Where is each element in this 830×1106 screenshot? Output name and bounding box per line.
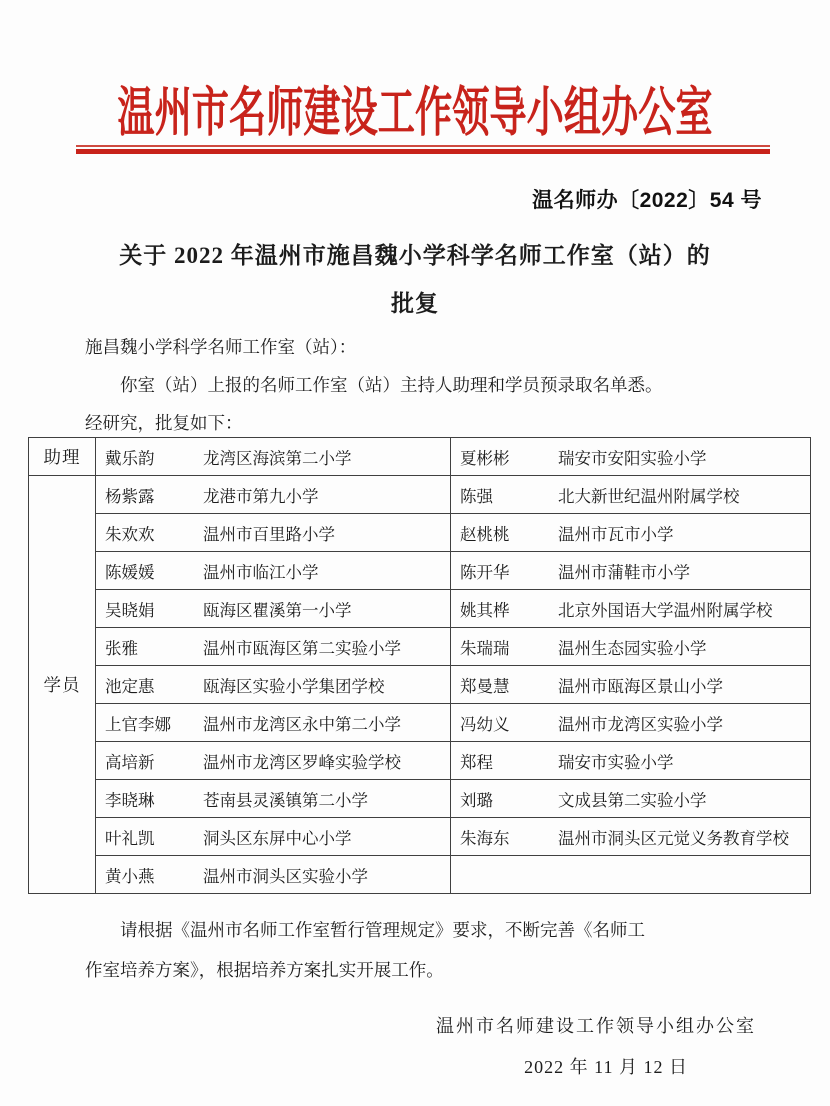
person-school: 文成县第二实验小学 xyxy=(558,790,707,810)
roster-entry-cell xyxy=(451,666,811,704)
person-name: 池定惠 xyxy=(105,676,155,696)
roster-entry-cell xyxy=(451,780,811,818)
table-row xyxy=(29,818,811,856)
person-school: 温州生态园实验小学 xyxy=(558,638,707,658)
person-school: 瓯海区实验小学集团学校 xyxy=(203,676,385,696)
person-name: 姚其桦 xyxy=(460,600,510,620)
row-group-label: 学员 xyxy=(29,476,96,894)
roster-entry-cell xyxy=(451,704,811,742)
letterhead-divider xyxy=(76,145,770,154)
person-name: 黄小燕 xyxy=(105,866,155,886)
signature-date: 2022 年 11 月 12 日 xyxy=(524,1057,688,1077)
document-title-line1: 关于 2022 年温州市施昌魏小学科学名师工作室（站）的 xyxy=(119,243,711,268)
table-row xyxy=(29,628,811,666)
person-school: 洞头区东屏中心小学 xyxy=(203,828,352,848)
closing-paragraph xyxy=(85,910,764,990)
person-school: 瑞安市安阳实验小学 xyxy=(558,448,707,468)
roster-entry-cell xyxy=(451,514,811,552)
roster-entry-cell xyxy=(451,552,811,590)
person-school: 温州市蒲鞋市小学 xyxy=(558,562,690,582)
table-row xyxy=(29,476,811,514)
roster-entry-cell xyxy=(96,514,451,552)
roster-entry-cell xyxy=(451,476,811,514)
person-school: 瓯海区瞿溪第一小学 xyxy=(203,600,352,620)
person-name: 刘璐 xyxy=(460,790,493,810)
person-school: 龙港市第九小学 xyxy=(203,486,319,506)
roster-entry-cell xyxy=(451,818,811,856)
letterhead-office-title: 温州市名师建设工作领导小组办公室 xyxy=(117,82,713,143)
body-line-3: 经研究，批复如下： xyxy=(85,413,243,433)
roster-entry-cell xyxy=(96,742,451,780)
body-text xyxy=(85,328,770,442)
roster-entry-cell xyxy=(96,628,451,666)
roster-entry-cell xyxy=(96,666,451,704)
person-name: 叶礼凯 xyxy=(105,828,155,848)
table-row xyxy=(29,514,811,552)
person-name: 张雅 xyxy=(105,638,138,658)
body-line-2: 你室（站）上报的名师工作室（站）主持人助理和学员预录取名单悉。 xyxy=(120,375,663,395)
document-number: 温名师办〔2022〕54 号 xyxy=(532,189,762,212)
person-name: 冯幼义 xyxy=(460,714,510,734)
person-school: 温州市瓯海区第二实验小学 xyxy=(203,638,401,658)
divider-thick-line xyxy=(76,149,770,154)
person-school: 北大新世纪温州附属学校 xyxy=(558,486,740,506)
document-title xyxy=(0,232,830,328)
person-name: 上官李娜 xyxy=(105,714,171,734)
table-row xyxy=(29,590,811,628)
roster-entry-cell xyxy=(96,552,451,590)
person-school: 苍南县灵溪镇第二小学 xyxy=(203,790,368,810)
person-name: 赵桃桃 xyxy=(460,524,510,544)
roster-entry-cell xyxy=(96,704,451,742)
person-school: 北京外国语大学温州附属学校 xyxy=(558,600,773,620)
person-school: 温州市百里路小学 xyxy=(203,524,335,544)
person-school: 温州市临江小学 xyxy=(203,562,319,582)
signature-office: 温州市名师建设工作领导小组办公室 xyxy=(436,1016,756,1036)
person-school: 温州市洞头区实验小学 xyxy=(203,866,368,886)
person-name: 高培新 xyxy=(105,752,155,772)
roster-entry-cell xyxy=(451,856,811,894)
closing-line-2: 作室培养方案》，根据培养方案扎实开展工作。 xyxy=(85,960,444,980)
roster-table xyxy=(28,437,811,894)
person-name: 杨紫露 xyxy=(105,486,155,506)
person-name: 陈媛媛 xyxy=(105,562,155,582)
person-name: 郑程 xyxy=(460,752,493,772)
person-school: 温州市龙湾区永中第二小学 xyxy=(203,714,401,734)
person-name: 吴晓娟 xyxy=(105,600,155,620)
person-name: 戴乐韵 xyxy=(105,448,155,468)
person-school: 瑞安市实验小学 xyxy=(558,752,674,772)
person-school: 龙湾区海滨第二小学 xyxy=(203,448,352,468)
table-row xyxy=(29,438,811,476)
roster-entry-cell xyxy=(96,780,451,818)
person-school: 温州市龙湾区罗峰实验学校 xyxy=(203,752,401,772)
person-name: 朱瑞瑞 xyxy=(460,638,510,658)
roster-entry-cell xyxy=(451,438,811,476)
roster-entry-cell xyxy=(451,742,811,780)
roster-entry-cell xyxy=(96,590,451,628)
person-school: 温州市龙湾区实验小学 xyxy=(558,714,723,734)
person-name: 陈开华 xyxy=(460,562,510,582)
roster-table-body xyxy=(29,438,811,894)
roster-entry-cell xyxy=(96,818,451,856)
roster-entry-cell xyxy=(451,628,811,666)
row-group-label: 助理 xyxy=(29,438,96,476)
person-school: 温州市洞头区元觉义务教育学校 xyxy=(558,828,789,848)
person-school: 温州市瓦市小学 xyxy=(558,524,674,544)
table-row xyxy=(29,856,811,894)
table-row xyxy=(29,742,811,780)
person-school: 温州市瓯海区景山小学 xyxy=(558,676,723,696)
person-name: 朱海东 xyxy=(460,828,510,848)
roster-entry-cell xyxy=(96,438,451,476)
roster-entry-cell xyxy=(96,856,451,894)
table-row xyxy=(29,704,811,742)
salutation-line: 施昌魏小学科学名师工作室（站）： xyxy=(85,337,357,357)
table-row xyxy=(29,666,811,704)
person-name: 陈强 xyxy=(460,486,493,506)
person-name: 李晓琳 xyxy=(105,790,155,810)
person-name: 夏彬彬 xyxy=(460,448,510,468)
person-name: 朱欢欢 xyxy=(105,524,155,544)
person-name: 郑曼慧 xyxy=(460,676,510,696)
table-row xyxy=(29,780,811,818)
roster-entry-cell xyxy=(96,476,451,514)
table-row xyxy=(29,552,811,590)
closing-line-1: 请根据《温州市名师工作室暂行管理规定》要求，不断完善《名师工 xyxy=(120,920,645,940)
document-title-line2: 批复 xyxy=(391,291,439,316)
roster-entry-cell xyxy=(451,590,811,628)
